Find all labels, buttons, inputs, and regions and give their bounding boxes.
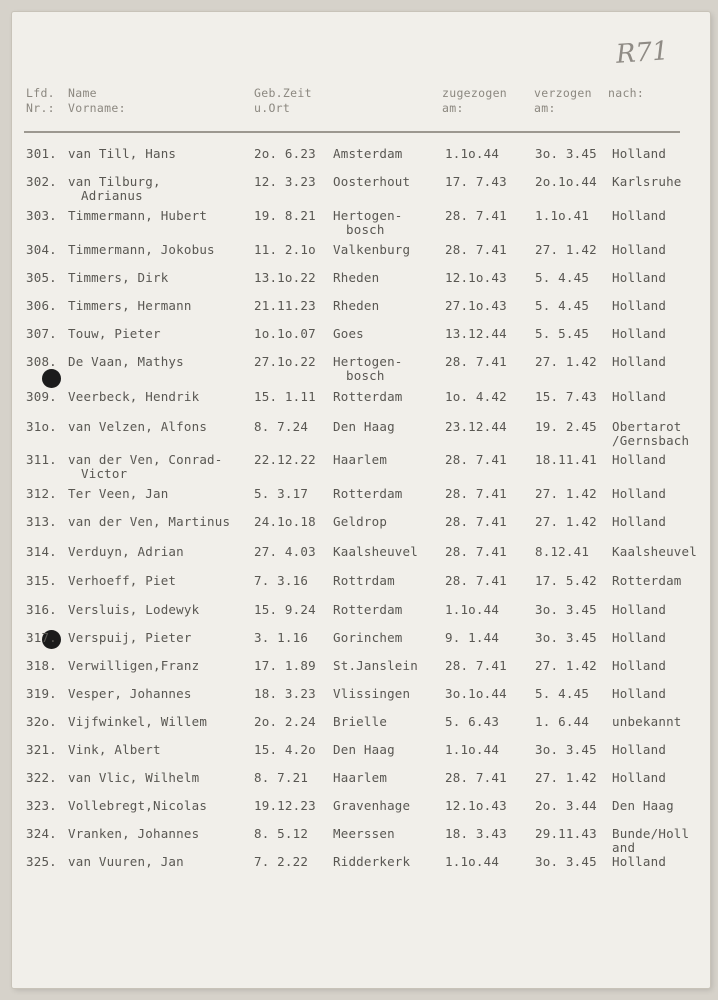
row-place-line1: Den Haag — [333, 419, 395, 434]
row-birth-date: 19.12.23 — [254, 798, 316, 813]
row-verzogen: 1.1o.41 — [535, 208, 590, 223]
row-nach — [612, 687, 666, 701]
row-name-line1: Ter Veen, Jan — [68, 486, 169, 501]
row-place-line1: Den Haag — [333, 742, 395, 757]
row-birth-place — [333, 715, 387, 729]
row-name-line1: van der Ven, Martinus — [68, 514, 231, 529]
row-nach-line1: Holland — [612, 514, 667, 529]
row-nach-line1: Holland — [612, 658, 667, 673]
row-verzogen: 5. 5.45 — [535, 326, 590, 341]
row-birth-place — [333, 855, 410, 869]
row-number: 311. — [26, 452, 57, 467]
row-zugezogen: 3o.1o.44 — [445, 686, 507, 701]
row-place-line1: Haarlem — [333, 452, 388, 467]
row-number: 305. — [26, 270, 57, 285]
row-birth-place — [333, 574, 395, 588]
row-nach-line1: Holland — [612, 298, 667, 313]
row-place-line1: Rotterdam — [333, 389, 403, 404]
row-name — [68, 453, 223, 481]
row-birth-place — [333, 175, 410, 189]
table-row — [0, 174, 718, 203]
row-verzogen: 5. 4.45 — [535, 686, 590, 701]
handwritten-page-number: R71 — [615, 36, 670, 70]
row-birth-place — [333, 515, 387, 529]
header-name-line2: Vorname: — [68, 101, 126, 115]
row-name — [68, 147, 176, 161]
row-zugezogen: 12.1o.43 — [445, 798, 507, 813]
row-birth-date: 15. 4.2o — [254, 742, 316, 757]
row-nach — [612, 299, 666, 313]
header-name — [68, 86, 126, 116]
row-nach — [612, 420, 689, 448]
row-number: 301. — [26, 146, 57, 161]
table-row — [0, 855, 718, 879]
row-zugezogen: 1.1o.44 — [445, 742, 500, 757]
header-nach: nach: — [608, 86, 645, 100]
row-birth-date: 24.1o.18 — [254, 514, 316, 529]
row-nach — [612, 799, 674, 813]
row-verzogen: 3o. 3.45 — [535, 630, 597, 645]
row-place-line1: Rotterdam — [333, 602, 403, 617]
row-place-line1: Hertogen- — [333, 354, 403, 369]
row-name — [68, 574, 176, 588]
row-number: 322. — [26, 770, 57, 785]
row-verzogen: 3o. 3.45 — [535, 602, 597, 617]
row-nach-line1: Holland — [612, 326, 667, 341]
row-birth-place — [333, 771, 387, 785]
row-nach — [612, 147, 666, 161]
row-zugezogen: 1.1o.44 — [445, 854, 500, 869]
row-name-line2: Victor — [81, 466, 128, 481]
row-nach-line1: Holland — [612, 486, 667, 501]
row-birth-date: 27.1o.22 — [254, 354, 316, 369]
row-zugezogen: 9. 1.44 — [445, 630, 500, 645]
row-birth-date: 1o.1o.07 — [254, 326, 316, 341]
row-nach-line1: Holland — [612, 270, 667, 285]
row-name — [68, 299, 192, 313]
table-row — [0, 603, 718, 627]
row-zugezogen: 28. 7.41 — [445, 452, 507, 467]
row-nach-line1: Obertarot — [612, 419, 682, 434]
table-row — [0, 743, 718, 767]
row-verzogen: 27. 1.42 — [535, 770, 597, 785]
row-place-line1: Rottrdam — [333, 573, 395, 588]
row-place-line1: Meerssen — [333, 826, 395, 841]
row-number: 314. — [26, 544, 57, 559]
row-number: 309. — [26, 389, 57, 404]
row-number: 31o. — [26, 419, 57, 434]
row-zugezogen: 28. 7.41 — [445, 208, 507, 223]
table-row — [0, 631, 718, 655]
header-ver-line1: verzogen — [534, 86, 592, 100]
row-nach-line2: and — [612, 840, 636, 855]
row-nach — [612, 175, 682, 189]
row-birth-place — [333, 659, 418, 673]
row-place-line1: Valkenburg — [333, 242, 411, 257]
header-lfd-nr — [26, 86, 55, 116]
row-number: 316. — [26, 602, 57, 617]
row-number: 323. — [26, 798, 57, 813]
row-nach-line1: Holland — [612, 742, 667, 757]
row-number: 318. — [26, 658, 57, 673]
row-zugezogen: 1.1o.44 — [445, 602, 500, 617]
row-number: 303. — [26, 208, 57, 223]
row-verzogen: 8.12.41 — [535, 544, 590, 559]
table-row — [0, 208, 718, 237]
row-nach — [612, 209, 666, 223]
row-verzogen: 27. 1.42 — [535, 658, 597, 673]
row-name — [68, 855, 184, 869]
row-nach-line1: Karlsruhe — [612, 174, 682, 189]
row-nach-line1: Holland — [612, 452, 667, 467]
row-nach — [612, 515, 666, 529]
header-zu-line1: zugezogen — [442, 86, 508, 100]
row-birth-date: 7. 3.16 — [254, 573, 309, 588]
table-row — [0, 452, 718, 481]
table-row — [0, 515, 718, 539]
row-place-line1: Rheden — [333, 270, 380, 285]
row-number: 312. — [26, 486, 57, 501]
row-birth-date: 21.11.23 — [254, 298, 316, 313]
row-name — [68, 327, 161, 341]
row-birth-date: 13.1o.22 — [254, 270, 316, 285]
row-nach-line1: Holland — [612, 630, 667, 645]
table-row — [0, 826, 718, 855]
row-name — [68, 355, 184, 369]
row-birth-date: 17. 1.89 — [254, 658, 316, 673]
row-nach-line1: Holland — [612, 354, 667, 369]
row-nach — [612, 243, 666, 257]
row-number: 308. — [26, 354, 57, 369]
table-row — [0, 487, 718, 511]
row-birth-date: 8. 7.24 — [254, 419, 309, 434]
row-verzogen: 3o. 3.45 — [535, 146, 597, 161]
row-verzogen: 27. 1.42 — [535, 486, 597, 501]
row-zugezogen: 28. 7.41 — [445, 544, 507, 559]
row-nach-line1: Bunde/Holl — [612, 826, 690, 841]
row-name-line1: De Vaan, Mathys — [68, 354, 184, 369]
row-name — [68, 515, 230, 529]
row-name — [68, 827, 199, 841]
row-number: 307. — [26, 326, 57, 341]
row-birth-date: 22.12.22 — [254, 452, 316, 467]
row-birth-date: 18. 3.23 — [254, 686, 316, 701]
table-row — [0, 545, 718, 569]
row-verzogen: 15. 7.43 — [535, 389, 597, 404]
row-zugezogen: 28. 7.41 — [445, 514, 507, 529]
row-zugezogen: 28. 7.41 — [445, 658, 507, 673]
row-birth-date: 8. 5.12 — [254, 826, 309, 841]
row-nach-line1: Den Haag — [612, 798, 674, 813]
row-number: 319. — [26, 686, 57, 701]
row-name-line1: Verhoeff, Piet — [68, 573, 177, 588]
row-birth-place — [333, 243, 410, 257]
row-birth-place — [333, 799, 410, 813]
row-name-line1: Verspuij, Pieter — [68, 630, 192, 645]
table-row — [0, 354, 718, 383]
row-nach-line1: Holland — [612, 208, 667, 223]
row-nach — [612, 355, 666, 369]
table-row — [0, 771, 718, 795]
row-zugezogen: 27.1o.43 — [445, 298, 507, 313]
row-nach — [612, 659, 666, 673]
row-name — [68, 243, 215, 257]
row-name-line1: van Tilburg, — [68, 174, 161, 189]
table-row — [0, 243, 718, 267]
row-zugezogen: 28. 7.41 — [445, 573, 507, 588]
row-name-line1: Timmermann, Hubert — [68, 208, 208, 223]
row-number: 304. — [26, 242, 57, 257]
row-number: 325. — [26, 854, 57, 869]
row-birth-place — [333, 453, 387, 467]
row-place-line1: Vlissingen — [333, 686, 411, 701]
row-name-line1: Versluis, Lodewyk — [68, 602, 200, 617]
row-nach-line1: Holland — [612, 146, 667, 161]
header-zugezogen — [442, 86, 507, 116]
row-name — [68, 659, 199, 673]
row-name — [68, 487, 168, 501]
table-row — [0, 715, 718, 739]
row-birth-date: 8. 7.21 — [254, 770, 309, 785]
row-birth-place — [333, 420, 395, 434]
row-birth-place — [333, 603, 403, 617]
row-place-line1: St.Janslein — [333, 658, 418, 673]
row-birth-place — [333, 827, 395, 841]
row-place-line1: Rheden — [333, 298, 380, 313]
header-name-line1: Name — [68, 86, 97, 100]
row-name-line1: van der Ven, Conrad- — [68, 452, 223, 467]
row-nach — [612, 574, 682, 588]
table-row — [0, 271, 718, 295]
row-birth-place — [333, 209, 403, 237]
table-row — [0, 147, 718, 171]
row-zugezogen: 28. 7.41 — [445, 242, 507, 257]
row-birth-place — [333, 327, 364, 341]
row-zugezogen: 28. 7.41 — [445, 486, 507, 501]
row-birth-date: 15. 1.11 — [254, 389, 316, 404]
row-name-line1: van Till, Hans — [68, 146, 177, 161]
row-nach-line2: /Gernsbach — [612, 433, 690, 448]
row-place-line1: Goes — [333, 326, 364, 341]
row-birth-date: 3. 1.16 — [254, 630, 309, 645]
row-name-line1: Verduyn, Adrian — [68, 544, 184, 559]
row-verzogen: 19. 2.45 — [535, 419, 597, 434]
row-birth-place — [333, 299, 379, 313]
row-nach-line1: Rotterdam — [612, 573, 682, 588]
row-name-line1: van Vuuren, Jan — [68, 854, 184, 869]
row-name-line1: Touw, Pieter — [68, 326, 161, 341]
row-nach — [612, 390, 666, 404]
header-geb — [254, 86, 312, 116]
row-birth-place — [333, 271, 379, 285]
row-birth-date: 15. 9.24 — [254, 602, 316, 617]
row-place-line1: Ridderkerk — [333, 854, 411, 869]
row-zugezogen: 17. 7.43 — [445, 174, 507, 189]
row-number: 313. — [26, 514, 57, 529]
row-birth-date: 12. 3.23 — [254, 174, 316, 189]
header-zu-line2: am: — [442, 101, 464, 115]
row-place-line1: Haarlem — [333, 770, 388, 785]
row-place-line1: Gorinchem — [333, 630, 403, 645]
row-nach — [612, 827, 689, 855]
row-verzogen: 2o. 3.44 — [535, 798, 597, 813]
row-name-line1: Timmermann, Jokobus — [68, 242, 215, 257]
row-birth-place — [333, 355, 403, 383]
row-name — [68, 390, 199, 404]
row-nach-line1: Holland — [612, 854, 667, 869]
row-nach-line1: Holland — [612, 389, 667, 404]
row-nach-line1: unbekannt — [612, 714, 682, 729]
table-row — [0, 687, 718, 711]
table-row — [0, 659, 718, 683]
header-lfd-line2: Nr.: — [26, 101, 55, 115]
row-birth-place — [333, 631, 403, 645]
table-row — [0, 419, 718, 448]
row-birth-place — [333, 743, 395, 757]
row-name — [68, 209, 207, 223]
row-name-line2: Adrianus — [81, 188, 143, 203]
row-name — [68, 603, 199, 617]
header-verzogen — [534, 86, 592, 116]
row-name-line1: van Velzen, Alfons — [68, 419, 208, 434]
row-number: 317. — [26, 630, 57, 645]
row-verzogen: 3o. 3.45 — [535, 854, 597, 869]
row-zugezogen: 28. 7.41 — [445, 354, 507, 369]
row-place-line1: Brielle — [333, 714, 388, 729]
row-place-line2: bosch — [346, 222, 385, 237]
row-birth-date: 19. 8.21 — [254, 208, 316, 223]
row-name — [68, 175, 161, 203]
row-birth-place — [333, 487, 403, 501]
row-name — [68, 715, 207, 729]
row-name — [68, 687, 192, 701]
row-verzogen: 18.11.41 — [535, 452, 597, 467]
table-row — [0, 327, 718, 351]
row-zugezogen: 12.1o.43 — [445, 270, 507, 285]
row-verzogen: 5. 4.45 — [535, 270, 590, 285]
row-nach — [612, 771, 666, 785]
row-name-line1: Veerbeck, Hendrik — [68, 389, 200, 404]
row-zugezogen: 18. 3.43 — [445, 826, 507, 841]
row-place-line1: Oosterhout — [333, 174, 411, 189]
row-name-line1: van Vlic, Wilhelm — [68, 770, 200, 785]
row-birth-date: 27. 4.03 — [254, 544, 316, 559]
row-zugezogen: 1o. 4.42 — [445, 389, 507, 404]
row-verzogen: 29.11.43 — [535, 826, 597, 841]
row-place-line2: bosch — [346, 368, 385, 383]
row-birth-date: 11. 2.1o — [254, 242, 316, 257]
header-geb-line1: Geb.Zeit — [254, 86, 312, 100]
row-zugezogen: 5. 6.43 — [445, 714, 500, 729]
header-geb-line2: u.Ort — [254, 101, 291, 115]
row-birth-place — [333, 687, 410, 701]
row-number: 321. — [26, 742, 57, 757]
row-name-line1: Timmers, Hermann — [68, 298, 192, 313]
row-nach — [612, 327, 666, 341]
row-nach — [612, 603, 666, 617]
row-name — [68, 545, 184, 559]
row-number: 306. — [26, 298, 57, 313]
row-nach — [612, 631, 666, 645]
row-zugezogen: 1.1o.44 — [445, 146, 500, 161]
header-lfd-line1: Lfd. — [26, 86, 55, 100]
row-nach — [612, 743, 666, 757]
row-nach-line1: Holland — [612, 686, 667, 701]
row-place-line1: Amsterdam — [333, 146, 403, 161]
row-birth-place — [333, 390, 403, 404]
row-verzogen: 5. 4.45 — [535, 298, 590, 313]
row-zugezogen: 13.12.44 — [445, 326, 507, 341]
row-birth-date: 2o. 2.24 — [254, 714, 316, 729]
row-name-line1: Vesper, Johannes — [68, 686, 192, 701]
row-birth-place — [333, 147, 403, 161]
row-birth-date: 7. 2.22 — [254, 854, 309, 869]
row-name — [68, 799, 207, 813]
row-number: 302. — [26, 174, 57, 189]
row-place-line1: Gravenhage — [333, 798, 411, 813]
row-name-line1: Timmers, Dirk — [68, 270, 169, 285]
row-name — [68, 271, 168, 285]
row-nach-line1: Holland — [612, 770, 667, 785]
row-zugezogen: 23.12.44 — [445, 419, 507, 434]
row-name-line1: Vink, Albert — [68, 742, 161, 757]
row-nach — [612, 487, 666, 501]
row-nach — [612, 855, 666, 869]
header-rule — [24, 131, 680, 133]
row-nach — [612, 545, 697, 559]
row-birth-date: 2o. 6.23 — [254, 146, 316, 161]
row-nach — [612, 715, 682, 729]
row-number: 315. — [26, 573, 57, 588]
row-place-line1: Hertogen- — [333, 208, 403, 223]
row-name — [68, 420, 207, 434]
header-ver-line2: am: — [534, 101, 556, 115]
row-nach — [612, 453, 666, 467]
table-row — [0, 299, 718, 323]
row-place-line1: Geldrop — [333, 514, 388, 529]
table-row — [0, 574, 718, 598]
row-name-line1: Vijfwinkel, Willem — [68, 714, 208, 729]
row-verzogen: 1. 6.44 — [535, 714, 590, 729]
table-row — [0, 799, 718, 823]
row-nach — [612, 271, 666, 285]
row-name — [68, 743, 161, 757]
row-place-line1: Kaalsheuvel — [333, 544, 418, 559]
row-verzogen: 27. 1.42 — [535, 514, 597, 529]
row-zugezogen: 28. 7.41 — [445, 770, 507, 785]
row-nach-line1: Kaalsheuvel — [612, 544, 697, 559]
row-name-line1: Vranken, Johannes — [68, 826, 200, 841]
row-name-line1: Verwilligen,Franz — [68, 658, 200, 673]
row-name-line1: Vollebregt,Nicolas — [68, 798, 208, 813]
row-verzogen: 27. 1.42 — [535, 354, 597, 369]
row-verzogen: 27. 1.42 — [535, 242, 597, 257]
row-verzogen: 2o.1o.44 — [535, 174, 597, 189]
row-verzogen: 3o. 3.45 — [535, 742, 597, 757]
row-place-line1: Rotterdam — [333, 486, 403, 501]
table-row — [0, 390, 718, 414]
row-number: 324. — [26, 826, 57, 841]
row-birth-date: 5. 3.17 — [254, 486, 309, 501]
row-verzogen: 17. 5.42 — [535, 573, 597, 588]
row-name — [68, 771, 199, 785]
row-nach-line1: Holland — [612, 242, 667, 257]
row-name — [68, 631, 192, 645]
row-birth-place — [333, 545, 418, 559]
row-number: 32o. — [26, 714, 57, 729]
row-nach-line1: Holland — [612, 602, 667, 617]
